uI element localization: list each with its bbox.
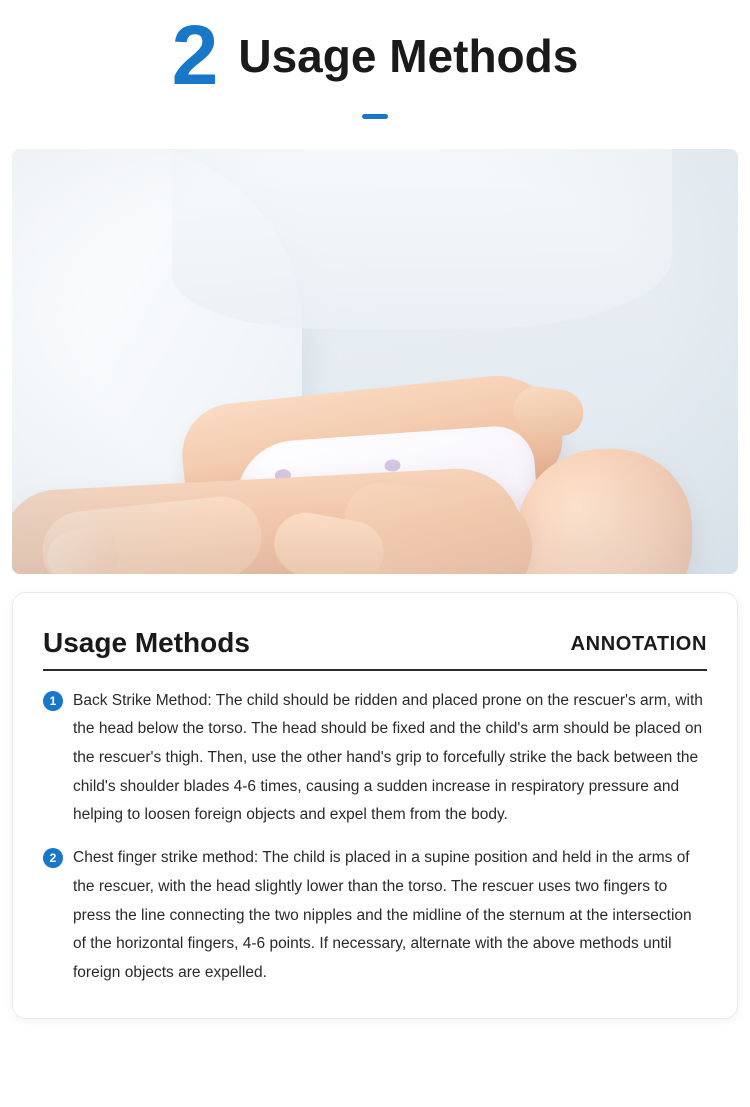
card-header xyxy=(43,627,707,671)
section-number: 2 xyxy=(171,8,217,102)
title-divider-wrap xyxy=(0,114,750,119)
list-item-text: Chest finger strike method: The child is placed in a supine position and held in the arms of the rescuer, with the head slightly lower than the torso. The rescuer uses two fingers to press the line connecting the two nipples and the midline of the sternum at the intersection of the horizontal fingers, 4-6 points. If necessary, alternate with the above methods until foreign objects are expelled. xyxy=(73,849,692,981)
page-title: Usage Methods xyxy=(238,29,579,82)
list-item-number: 1 xyxy=(43,691,63,711)
list-item xyxy=(43,844,707,987)
background-shape xyxy=(172,149,672,329)
page-header xyxy=(0,0,750,102)
list-item xyxy=(43,687,707,830)
list-item-number: 2 xyxy=(43,848,63,868)
annotation-label: ANNOTATION xyxy=(570,632,707,655)
annotation-card xyxy=(12,592,738,1019)
list-item-text: Back Strike Method: The child should be ridden and placed prone on the rescuer's arm, with the head below the torso. The head should be fixed and the child's arm should be placed on the rescuer's thigh. Then, use the other hand's grip to forcefully strike the back between the child's shoulder blades 4-6 times, causing a sudden increase in respiratory pressure and helping to loosen foreign objects and expel them from the body. xyxy=(73,691,703,824)
card-title: Usage Methods xyxy=(43,626,250,658)
hero-image xyxy=(12,149,738,574)
title-underline xyxy=(362,114,388,119)
